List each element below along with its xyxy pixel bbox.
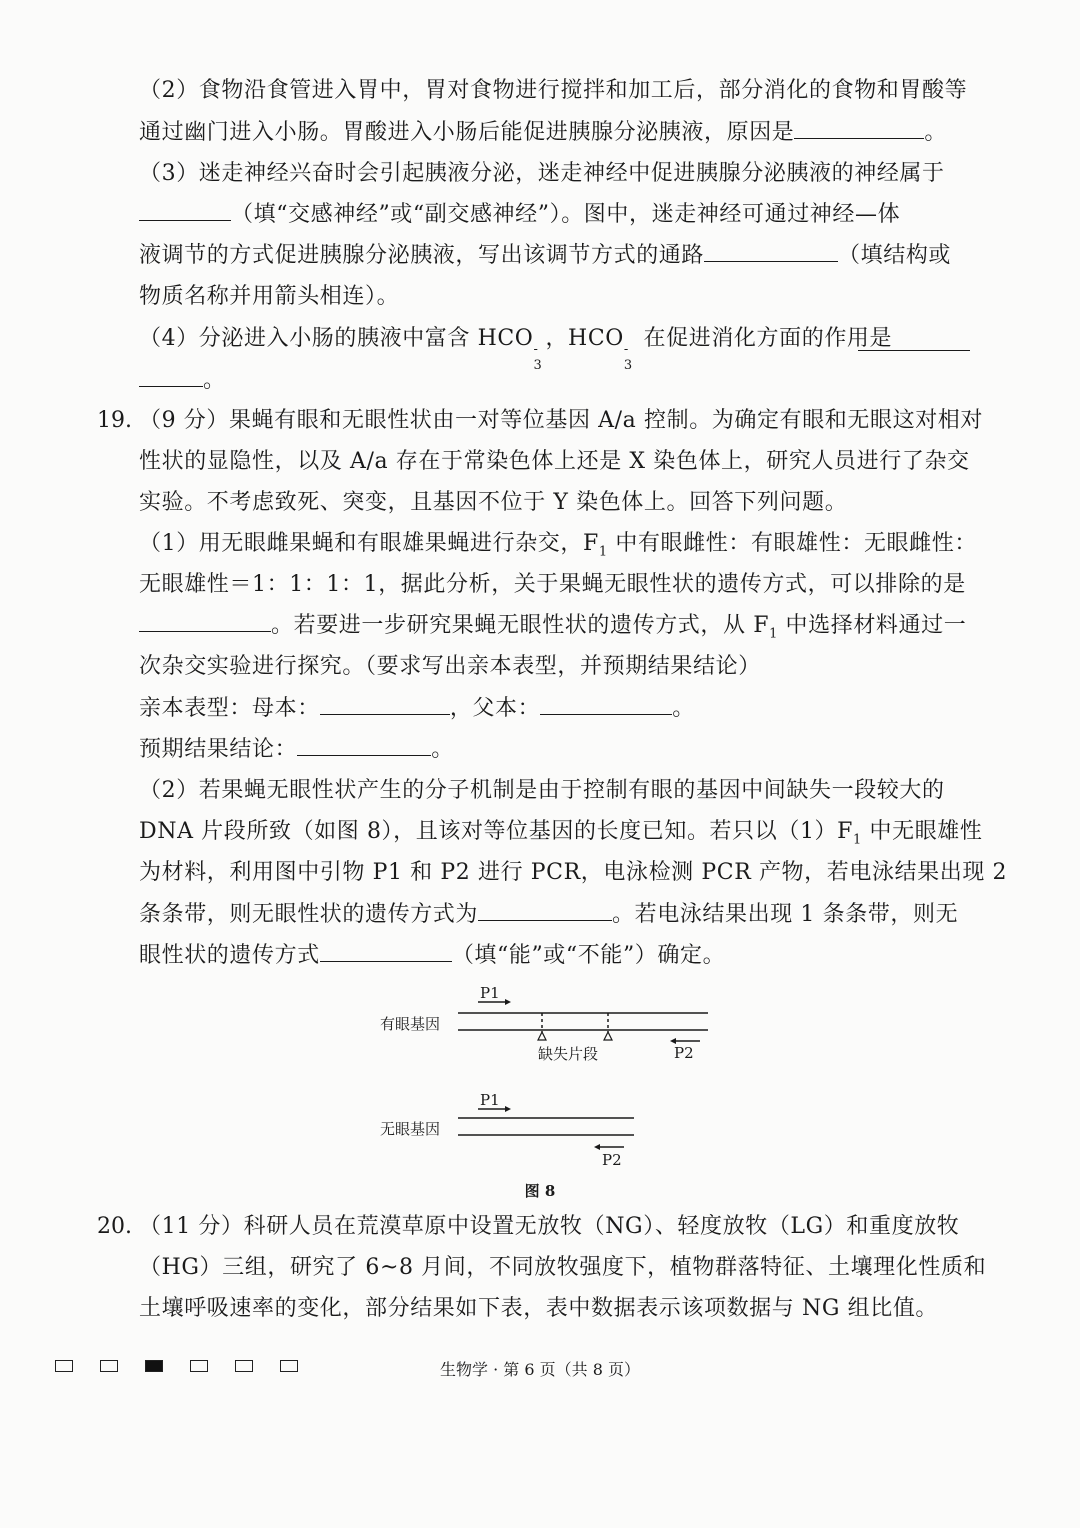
figure-caption: 图 8 <box>524 1182 556 1200</box>
q19-stem-line3: 实验。不考虑致死、突变，且基因不位于 Y 染色体上。回答下列问题。 <box>139 490 848 515</box>
arrow-right-icon <box>505 1106 511 1112</box>
q20-stem-line2: （HG）三组，研究了 6~8 月间，不同放牧强度下，植物群落特征、土壤理化性质和 <box>139 1255 987 1280</box>
q19-part1-line3: 。若要进一步研究果蝇无眼性状的遗传方式，从 $F_1$ 中选择材料通过一 <box>139 611 970 649</box>
q19-part1-line5: 亲本表型：母本： ，父本： 。 <box>139 696 695 721</box>
answer-blank[interactable] <box>540 694 672 715</box>
q20-stem-line3: 土壤呼吸速率的变化，部分结果如下表，表中数据表示该项数据与 NG 组比值。 <box>139 1296 939 1321</box>
q18-part4-line2: 。 <box>139 366 970 396</box>
q19-part1-line4: 次杂交实验进行探究。（要求写出亲本表型，并预期结果结论） <box>139 654 761 679</box>
answer-blank[interactable] <box>794 118 924 139</box>
answer-blank[interactable] <box>704 241 838 262</box>
label-deletion: 缺失片段 <box>538 1045 599 1063</box>
q18-part3-line1: （3）迷走神经兴奋时会引起胰液分泌，迷走神经中促进胰腺分泌胰液的神经属于 <box>139 161 945 186</box>
q19-part1-line6: 预期结果结论： 。 <box>139 737 454 762</box>
label-p1-bottom: P1 <box>480 1091 500 1109</box>
figure-8-diagram <box>360 980 740 1200</box>
q19-part2-line5: 眼性状的遗传方式 （填“能”或“不能”）确定。 <box>139 943 726 968</box>
q19-part1-line1: （1）用无眼雌果蝇和有眼雄果蝇进行杂交，$F_1$ 中有眼雌性：有眼雄性：无眼雌性： <box>139 531 977 560</box>
q18-part3-line4: 物质名称并用箭头相连）。 <box>139 284 400 309</box>
q18-part4-line1: （4）分泌进入小肠的胰液中富含 HCO - 3 ，HCO - 3 在促进消化方面的作用是 <box>139 326 893 373</box>
q19-part2-line1: （2）若果蝇无眼性状产生的分子机制是由于控制有眼的基因中间缺失一段较大的 <box>139 778 945 803</box>
answer-blank[interactable] <box>478 900 612 921</box>
answer-blank[interactable] <box>320 694 450 715</box>
q19-part2-line2: DNA 片段所致（如图 8），且该对等位基因的长度已知。若只以$(1)F_1$ 中无眼雄性 <box>139 819 983 848</box>
arrow-right-icon <box>505 999 511 1005</box>
q19-part2-line4: 条条带，则无眼性状的遗传方式为 。若电泳结果出现 1 条条带，则无 <box>139 902 959 927</box>
q18-part2-line2: 通过幽门进入小肠。胃酸进入小肠后能促进胰腺分泌胰液，原因是 。 <box>139 120 948 145</box>
q20-stem-line1: （11 分）科研人员在荒漠草原中设置无放牧（NG）、轻度放牧（LG）和重度放牧 <box>139 1214 960 1239</box>
answer-blank[interactable] <box>297 735 431 756</box>
q19-part2-line3: 为材料，利用图中引物 P1 和 P2 进行 PCR，电泳检测 PCR 产物，若电泳结果出现 2 <box>139 860 1008 885</box>
triangle-marker-icon <box>538 1032 546 1040</box>
label-gene-with-eye: 有眼基因 <box>380 1015 441 1033</box>
answer-blank[interactable] <box>320 941 452 962</box>
question-number: 20. <box>97 1214 132 1239</box>
label-p2-top: P2 <box>674 1044 694 1062</box>
question-number: 19. <box>97 408 132 433</box>
answer-blank[interactable] <box>139 200 231 221</box>
q19-stem-line1: （9 分）果蝇有眼和无眼性状由一对等位基因 A/a 控制。为确定有眼和无眼这对相对 <box>139 408 983 433</box>
label-gene-no-eye: 无眼基因 <box>380 1120 441 1138</box>
page-footer: 生物学 · 第 6 页（共 8 页） <box>440 1360 640 1379</box>
q19-part1-line2: 无眼雄性＝1：1：1：1，据此分析，关于果蝇无眼性状的遗传方式，可以排除的是 <box>139 572 966 597</box>
triangle-marker-icon <box>604 1032 612 1040</box>
q18-part3-line3: 液调节的方式促进胰腺分泌胰液，写出该调节方式的通路 （填结构或 <box>139 243 952 268</box>
q18-part3-line2: （填“交感神经”或“副交感神经”）。图中，迷走神经可通过神经—体 <box>139 200 970 230</box>
answer-blank[interactable] <box>139 611 271 632</box>
q19-stem-line2: 性状的显隐性，以及 A/a 存在于常染色体上还是 X 染色体上，研究人员进行了杂交 <box>139 449 970 474</box>
arrow-left-icon <box>594 1144 600 1150</box>
label-p2-bottom: P2 <box>602 1151 622 1169</box>
answer-blank[interactable] <box>139 366 203 387</box>
label-p1-top: P1 <box>480 984 500 1002</box>
answer-blank[interactable] <box>858 350 970 351</box>
q18-part2-line1: （2）食物沿食管进入胃中，胃对食物进行搅拌和加工后，部分消化的食物和胃酸等 <box>139 78 968 103</box>
